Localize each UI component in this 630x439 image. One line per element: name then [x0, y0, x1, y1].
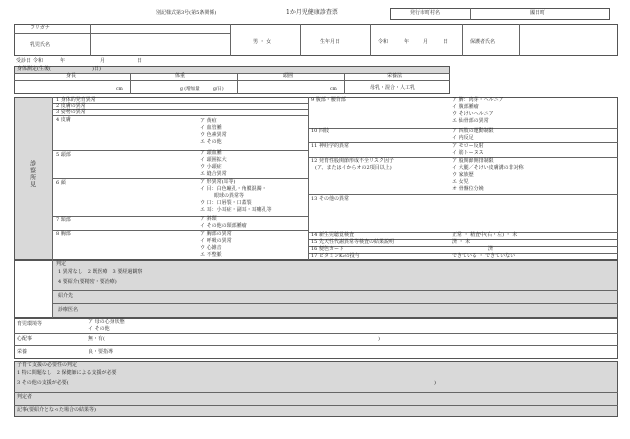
childcare-label: 育児環境等 — [17, 321, 43, 327]
hip-opt-b: イ 大腿／そけい皮膚溝の非対称 — [452, 165, 524, 171]
head-unit: cm — [330, 87, 337, 92]
face-opt-d: エ 耳：小耳症・副耳・耳瘻孔等 — [200, 207, 272, 213]
finding-9: 9 腹部・腰背部 — [311, 97, 346, 103]
measurement-title-close: )日) — [92, 66, 101, 72]
finding-6: 6 顔 — [56, 180, 66, 186]
infant-name-label: 乳児氏名 — [30, 42, 51, 48]
birth-year: 年 — [404, 39, 410, 45]
face-opt-b2: 眼球の異常等 — [214, 193, 245, 199]
abdomen-opt-c: ウ そけいヘルニア — [452, 111, 494, 117]
childcare-opt-a: ア 母の心身状態 — [88, 319, 125, 325]
finding-3: 3 姿勢の異常 — [56, 109, 86, 115]
stool-card-result: 済 — [488, 246, 494, 252]
nutrition-method-label: 栄養法 — [387, 73, 403, 79]
sex-options: 男 ・ 女 — [253, 39, 272, 45]
record-label: 記事(要紹介となった場合の結果等) — [17, 407, 96, 413]
birth-month: 月 — [423, 39, 429, 45]
neck-opt-b: イ その他の頸部腫瘤 — [200, 223, 247, 229]
abdomen-opt-d: エ 仙骨部の異常 — [452, 118, 489, 124]
weight-unit: g (増加量 — [180, 87, 200, 92]
hip-opt-a: ア 股関節開排制限 — [452, 158, 494, 164]
finding-4: 4 皮膚 — [56, 117, 71, 123]
abdomen-opt-a: ア 臍：肉芽・ヘルニア — [452, 97, 504, 103]
measurement-title: 身体測定(生後( — [17, 66, 51, 72]
limb-opt-b: イ 内反足 — [452, 135, 474, 141]
clinic-label: 診療医名 — [58, 307, 79, 313]
finding-11: 11 神経学的異常 — [311, 143, 349, 149]
weight-label: 体重 — [175, 73, 186, 79]
height-label: 身長 — [66, 73, 77, 79]
issuer-label: 発行市町村名 — [410, 10, 441, 16]
info-block — [14, 24, 618, 56]
nutrition-label: 栄養 — [17, 349, 28, 355]
guardian-label: 保護者氏名 — [470, 39, 496, 45]
neuro-opt-b: イ 筋トーヌス — [452, 150, 484, 156]
hip-opt-d: エ 女児 — [452, 179, 469, 185]
nutrition-judgement: 良・要指導 — [88, 349, 114, 355]
support-title: 子育て支援の必要性の判定 — [17, 362, 78, 368]
weight-gain-unit: g/日) — [213, 87, 224, 92]
finding-1: 1 身体的発育異常 — [56, 97, 96, 103]
chest-opt-a: ア 胸部の異常 — [200, 231, 232, 237]
skin-opt-a: ア 黄疸 — [200, 118, 217, 124]
form-number: 別記様式第3号(第5条関係) — [156, 10, 217, 16]
worry-label: 心配事 — [17, 336, 33, 342]
skin-opt-d: エ その他 — [200, 139, 222, 145]
head-opt-b: イ 頭囲拡大 — [200, 157, 227, 163]
exam-date-label: 受診日 — [16, 58, 32, 64]
furigana-label: フリガナ — [30, 25, 50, 31]
hip-opt-c: ウ 家族歴 — [452, 172, 474, 178]
form-title: 1か月児健康診査票 — [286, 9, 338, 16]
issuer-value: 國日町 — [530, 10, 546, 16]
support-options-1: 1 特に問題なし 2 保健師による支援が必要 — [17, 370, 117, 376]
neuro-opt-a: ア モロー反射 — [452, 143, 484, 149]
height-unit: cm — [116, 87, 123, 92]
support-options-2: 3 その他の支援が必要( — [17, 380, 69, 386]
neck-opt-a: ア 斜頸 — [200, 216, 217, 222]
head-opt-d: エ 縫合異常 — [200, 171, 227, 177]
metabolic-result: 済 ・ 未 — [452, 239, 471, 245]
finding-15: 15 先天性代謝異常等検査の結果説明 — [311, 239, 394, 245]
finding-13: 13 その他の異常 — [311, 196, 349, 202]
findings-side-label: 診察所見 — [28, 160, 36, 188]
hearing-result: 正常 ・ 精査中(右・左) ・ 未 — [452, 232, 518, 238]
head-label: 頭囲 — [283, 73, 294, 79]
face-opt-b: イ 目：白色瞳孔・角膜混濁・ — [200, 186, 267, 192]
hip-opt-e: オ 骨盤位分娩 — [452, 186, 484, 192]
finding-14: 14 新生児聴覚検査 — [311, 232, 354, 238]
chest-opt-c: ウ 心雑音 — [200, 245, 222, 251]
exam-year: 年 — [60, 58, 66, 64]
finding-10: 10 四肢 — [311, 128, 329, 134]
exam-day: 日 — [137, 58, 143, 64]
exam-era: 令和 — [33, 58, 44, 64]
finding-8: 8 胸部 — [56, 231, 71, 237]
finding-16: 16 便色カード — [311, 246, 344, 252]
vitamin-k-result: できている ・ できていない — [452, 253, 516, 259]
chest-opt-b: イ 呼吸の異常 — [200, 238, 232, 244]
finding-17: 17 ビタミンK₂の投与 — [311, 253, 360, 259]
face-opt-a: ア 形異常(耳等) — [200, 179, 236, 185]
birth-label: 生年月日 — [320, 39, 341, 45]
referral-label: 紹介先 — [58, 293, 74, 299]
judge-label: 判定者 — [17, 394, 33, 400]
finding-7: 7 頸部 — [56, 217, 71, 223]
nutrition-options: 母乳・混合・人工乳 — [370, 85, 416, 91]
head-opt-a: ア 頭血腫 — [200, 150, 222, 156]
birth-era: 令和 — [378, 39, 389, 45]
finding-12: 12 発育性股関節形成不全リスク因子 — [311, 158, 394, 164]
childcare-opt-b: イ その他 — [88, 326, 110, 332]
skin-opt-b: イ 血管腫 — [200, 125, 222, 131]
finding-2: 2 皮膚の異常 — [56, 103, 86, 109]
limb-opt-a: ア 四肢の運動制限 — [452, 128, 494, 134]
finding-12-note: (ア、またはイからオの2項目以上) — [315, 165, 392, 171]
head-opt-c: ウ 小頭症 — [200, 164, 222, 170]
finding-5: 5 頭部 — [56, 152, 71, 158]
judgment-label: 判定 — [56, 261, 67, 267]
judgment-options-2: 4 要紹介(要精密・要治療) — [58, 279, 117, 285]
chest-opt-d: エ 不整脈 — [200, 252, 222, 258]
face-opt-c: ウ 口：口唇裂・口蓋裂 — [200, 200, 252, 206]
abdomen-opt-b: イ 腹部腫瘤 — [452, 104, 479, 110]
judgment-options-1: 1 異常なし 2 既医療 3 要経過観察 — [58, 269, 143, 275]
birth-day: 日 — [443, 39, 449, 45]
exam-month: 月 — [100, 58, 106, 64]
worry-options: 無・有( — [88, 336, 105, 342]
skin-opt-c: ウ 色素異常 — [200, 132, 227, 138]
